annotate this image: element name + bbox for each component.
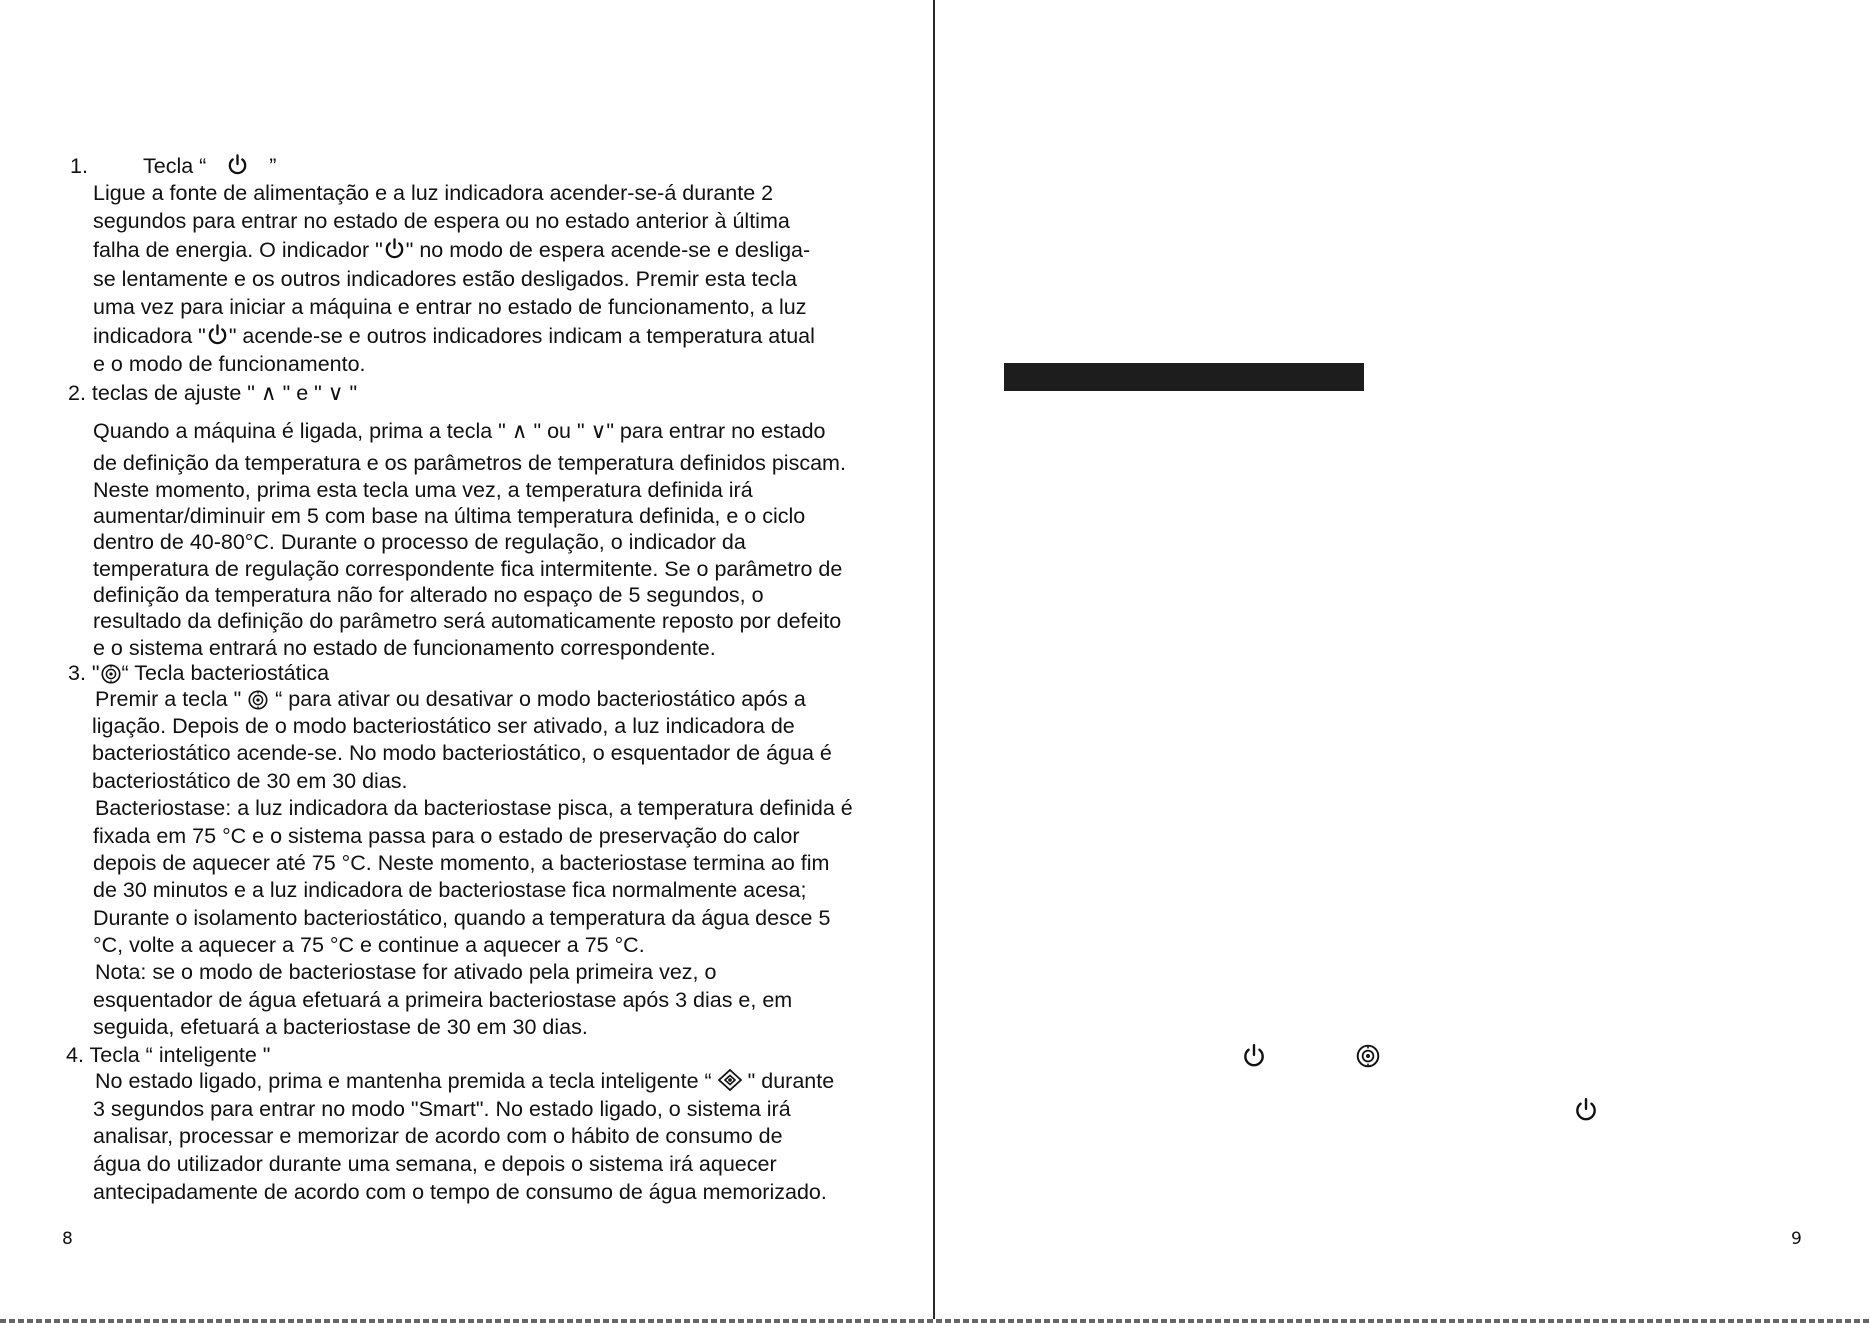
item1-key-prefix: Tecla “	[143, 154, 207, 178]
item1-heading	[143, 153, 276, 179]
page-number-left: 8	[62, 1229, 73, 1249]
power-icon	[206, 323, 229, 347]
smart-icon	[718, 1069, 742, 1091]
item3-line-1	[95, 686, 806, 712]
item3-heading-post: “ Tecla bacteriostática	[121, 661, 330, 685]
item4-line-2: 3 segundos para entrar no modo "Smart". No estado ligado, o sistema irá	[93, 1097, 791, 1121]
bacteriostatic-icon	[1355, 1043, 1381, 1069]
item1-number: 1.	[70, 154, 88, 178]
item3-line-1-post: “ para ativar ou desativar o modo bacteriostático após a	[269, 687, 806, 711]
item1-line-1: Ligue a fonte de alimentação e a luz indicadora acender-se-á durante 2	[93, 181, 774, 205]
item2-line-1: Quando a máquina é ligada, prima a tecla " ∧ " ou " ∨" para entrar no estado	[93, 419, 826, 443]
item2-line-3: Neste momento, prima esta tecla uma vez, a temperatura definida irá	[93, 478, 753, 502]
right-page	[936, 0, 1870, 1323]
item4-line-5: antecipadamente de acordo com o tempo de consumo de água memorizado.	[93, 1180, 827, 1204]
item1-line-6	[93, 323, 815, 349]
item3-heading	[68, 660, 329, 686]
item3-line-1-pre: Premir a tecla "	[95, 687, 248, 711]
item1-line-3-post: " no modo de espera acende-se e desliga-	[405, 238, 811, 262]
item3-line-10: °C, volte a aquecer a 75 °C e continue a aquecer a 75 °C.	[93, 933, 645, 957]
power-icon	[1573, 1097, 1599, 1123]
item4-heading: 4. Tecla “ inteligente "	[66, 1043, 271, 1067]
item3-line-12: esquentador de água efetuará a primeira bacteriostase após 3 dias e, em	[93, 988, 793, 1012]
item2-line-9: e o sistema entrará no estado de funcionamento correspondente.	[93, 636, 716, 660]
page-number-right: 9	[1791, 1229, 1802, 1249]
left-page	[0, 0, 934, 1323]
item4-line-1-pre: No estado ligado, prima e mantenha premida a tecla inteligente “	[95, 1069, 718, 1093]
item1-line-3	[93, 237, 810, 263]
item4-line-1-post: " durante	[741, 1069, 835, 1093]
power-icon	[1241, 1043, 1267, 1069]
item3-line-6: fixada em 75 °C e o sistema passa para o estado de preservação do calor	[93, 824, 800, 848]
item2-line-8: resultado da definição do parâmetro será automaticamente reposto por defeito	[93, 609, 842, 633]
item1-line-6-pre: indicadora "	[93, 324, 206, 348]
item3-line-5: Bacteriostase: a luz indicadora da bacteriostase pisca, a temperatura definida é	[95, 796, 853, 820]
item1-key-suffix: ”	[269, 154, 277, 178]
power-icon	[226, 153, 249, 177]
bacteriostatic-icon	[247, 689, 269, 711]
item3-line-7: depois de aquecer até 75 °C. Neste momento, a bacteriostase termina ao fim	[93, 851, 830, 875]
item2-line-5: dentro de 40-80°C. Durante o processo de regulação, o indicador da	[93, 530, 746, 554]
item3-line-4: bacteriostático de 30 em 30 dias.	[92, 769, 408, 793]
item2-heading: 2. teclas de ajuste " ∧ " e " ∨ "	[68, 381, 358, 405]
item3-line-9: Durante o isolamento bacteriostático, quando a temperatura da água desce 5	[93, 906, 831, 930]
bacteriostatic-icon	[100, 663, 122, 685]
item2-line-7: definição da temperatura não for alterado no espaço de 5 segundos, o	[93, 583, 764, 607]
item3-line-8: de 30 minutos e a luz indicadora de bacteriostase fica normalmente acesa;	[93, 878, 807, 902]
item4-line-3: analisar, processar e memorizar de acordo com o hábito de consumo de	[93, 1124, 783, 1148]
item2-line-2: de definição da temperatura e os parâmetros de temperatura definidos piscam.	[93, 451, 846, 475]
item2-line-4: aumentar/diminuir em 5 com base na última temperatura definida, e o ciclo	[93, 504, 806, 528]
item3-line-11: Nota: se o modo de bacteriostase for ativado pela primeira vez, o	[95, 960, 717, 984]
power-icon	[383, 237, 406, 261]
item3-heading-pre: 3. "	[68, 661, 100, 685]
item1-line-3-pre: falha de energia. O indicador "	[93, 238, 383, 262]
item3-line-2: ligação. Depois de o modo bacteriostático ser ativado, a luz indicadora de	[92, 714, 795, 738]
page-spine	[933, 0, 935, 1323]
black-bar	[1004, 363, 1364, 391]
item4-line-1	[95, 1068, 834, 1094]
item1-line-6-post: " acende-se e outros indicadores indicam a temperatura atual	[228, 324, 815, 348]
item1-line-5: uma vez para iniciar a máquina e entrar no estado de funcionamento, a luz	[93, 295, 807, 319]
item3-line-13: seguida, efetuará a bacteriostase de 30 em 30 dias.	[93, 1015, 588, 1039]
item1-line-4: se lentamente e os outros indicadores estão desligados. Premir esta tecla	[93, 267, 797, 291]
bottom-edge	[0, 1319, 1870, 1323]
item1-line-2: segundos para entrar no estado de espera ou no estado anterior à última	[93, 209, 790, 233]
item3-line-3: bacteriostático acende-se. No modo bacteriostático, o esquentador de água é	[92, 741, 832, 765]
item1-line-7: e o modo de funcionamento.	[93, 352, 366, 376]
item4-line-4: água do utilizador durante uma semana, e depois o sistema irá aquecer	[93, 1152, 777, 1176]
item2-line-6: temperatura de regulação correspondente fica intermitente. Se o parâmetro de	[93, 557, 843, 581]
